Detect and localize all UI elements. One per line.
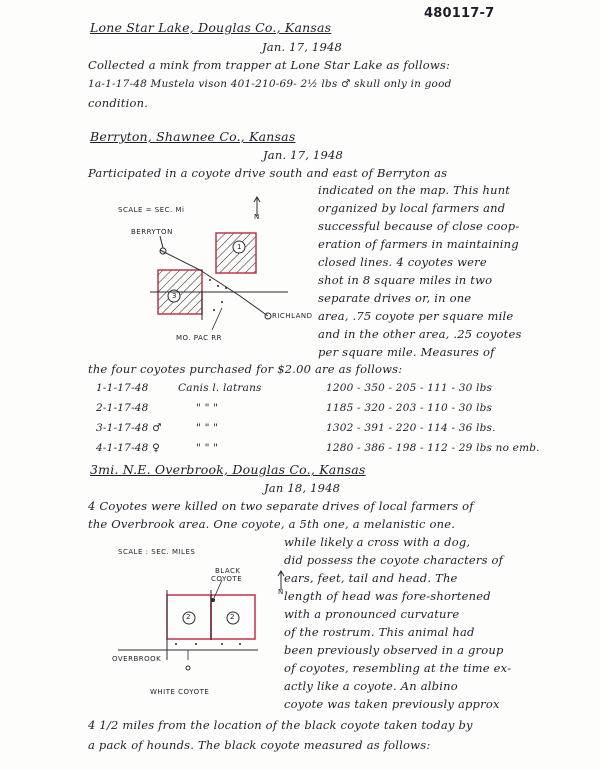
entry1-date: Jan. 17, 1948 <box>262 40 342 54</box>
entry2-date: Jan. 17, 1948 <box>263 148 343 162</box>
map2-area-right-number: 2 <box>230 613 235 621</box>
entry3-intro-line: 4 Coyotes were killed on two separate drives of local farmers of <box>88 499 474 513</box>
entry2-para-line: closed lines. 4 coyotes were <box>318 255 487 269</box>
map1-area1-number: 1 <box>237 243 242 251</box>
map1-scale: SCALE = SEC. Mi <box>118 206 185 214</box>
entry2-list-intro: the four coyotes purchased for $2.00 are as follows: <box>88 362 403 376</box>
entry3-para-line: coyote was taken previously approx <box>284 697 500 711</box>
entry3-date: Jan 18, 1948 <box>264 481 341 495</box>
entry3-para-line: actly like a coyote. An albino <box>284 679 458 693</box>
map2-area-left-number: 2 <box>186 613 191 621</box>
entry3-para-line: with a pronounced curvature <box>284 607 460 621</box>
entry3-para-line: ears, feet, tail and head. The <box>284 571 458 585</box>
black-coyote-location-icon <box>211 598 215 602</box>
entry1-heading: Lone Star Lake, Douglas Co., Kansas <box>90 20 332 35</box>
entry2-para-line: eration of farmers in maintaining <box>318 237 519 251</box>
specimen-measurements: 1280 - 386 - 198 - 112 - 29 lbs no emb. <box>326 442 540 454</box>
entry3-closing-line: a pack of hounds. The black coyote measured as follows: <box>88 738 431 752</box>
entry2-heading: Berryton, Shawnee Co., Kansas <box>90 129 296 144</box>
section-dots <box>175 643 241 645</box>
entry3-heading: 3mi. N.E. Overbrook, Douglas Co., Kansas <box>90 462 366 477</box>
entry3-para-line: of the rostrum. This animal had <box>284 625 475 639</box>
specimen-name: Canis l. latrans <box>178 382 262 394</box>
entry2-para-line: successful because of close coop- <box>318 219 520 233</box>
entry1-line: condition. <box>88 96 149 110</box>
catalog-number: 480117-7 <box>424 6 495 21</box>
specimen-name: " " " <box>196 422 219 434</box>
specimen-measurements: 1302 - 391 - 220 - 114 - 36 lbs. <box>326 422 496 434</box>
map2-scale: SCALE : SEC. MILES <box>118 548 196 556</box>
specimen-measurements: 1185 - 320 - 203 - 110 - 30 lbs <box>326 402 493 414</box>
specimen-id: 4-1-17-48 ♀ <box>96 442 160 454</box>
entry2-para-line: indicated on the map. This hunt <box>318 183 511 197</box>
map2-black-label: BLACK <box>215 567 241 575</box>
map2-white-coyote-label: WHITE COYOTE <box>150 688 210 696</box>
white-coyote-location-icon <box>186 666 190 670</box>
entry2-para-line: and in the other area, .25 coyotes <box>318 327 522 341</box>
entry3-para-line: did possess the coyote characters of <box>284 553 504 567</box>
map1-town-richland: RICHLAND <box>272 312 313 320</box>
map1-railroad-label: MO. PAC RR <box>176 334 222 342</box>
specimen-measurements: 1200 - 350 - 205 - 111 - 30 lbs <box>326 382 493 394</box>
entry2-para-line: organized by local farmers and <box>318 201 506 215</box>
entry2-para-line: per square mile. Measures of <box>318 345 495 359</box>
entry3-para-line: while likely a cross with a dog, <box>284 535 471 549</box>
map2-north: N <box>278 588 284 596</box>
entry2-para-line: separate drives or, in one <box>318 291 472 305</box>
entry3-intro-line: the Overbrook area. One coyote, a 5th one, a melanistic one. <box>88 517 456 531</box>
specimen-id: 3-1-17-48 ♂ <box>96 422 162 434</box>
map2-town-overbrook: OVERBROOK <box>112 655 162 663</box>
map1-area3-number: 3 <box>172 292 177 300</box>
map1-town-berryton: BERRYTON <box>131 228 173 236</box>
entry1-line: Collected a mink from trapper at Lone Star Lake as follows: <box>88 58 451 72</box>
map2-coyote-label: COYOTE <box>211 575 243 583</box>
entry1-line: 1a-1-17-48 Mustela vison 401-210-69- 2½ lbs ♂ skull only in good <box>88 78 452 90</box>
entry3-para-line: of coyotes, resembling at the time ex- <box>284 661 512 675</box>
specimen-name: " " " <box>196 442 219 454</box>
map1-north: N <box>254 213 260 221</box>
entry2-para-line: area, .75 coyote per square mile <box>318 309 514 323</box>
specimen-name: " " " <box>196 402 219 414</box>
entry2-para-line: shot in 8 square miles in two <box>318 273 493 287</box>
entry3-para-line: length of head was fore-shortened <box>284 589 491 603</box>
specimen-id: 1-1-17-48 <box>96 382 149 394</box>
specimen-id: 2-1-17-48 <box>96 402 149 414</box>
entry2-intro: Participated in a coyote drive south and east of Berryton as <box>88 166 448 180</box>
entry3-closing-line: 4 1/2 miles from the location of the black coyote taken today by <box>88 718 473 732</box>
entry3-para-line: been previously observed in a group <box>284 643 504 657</box>
